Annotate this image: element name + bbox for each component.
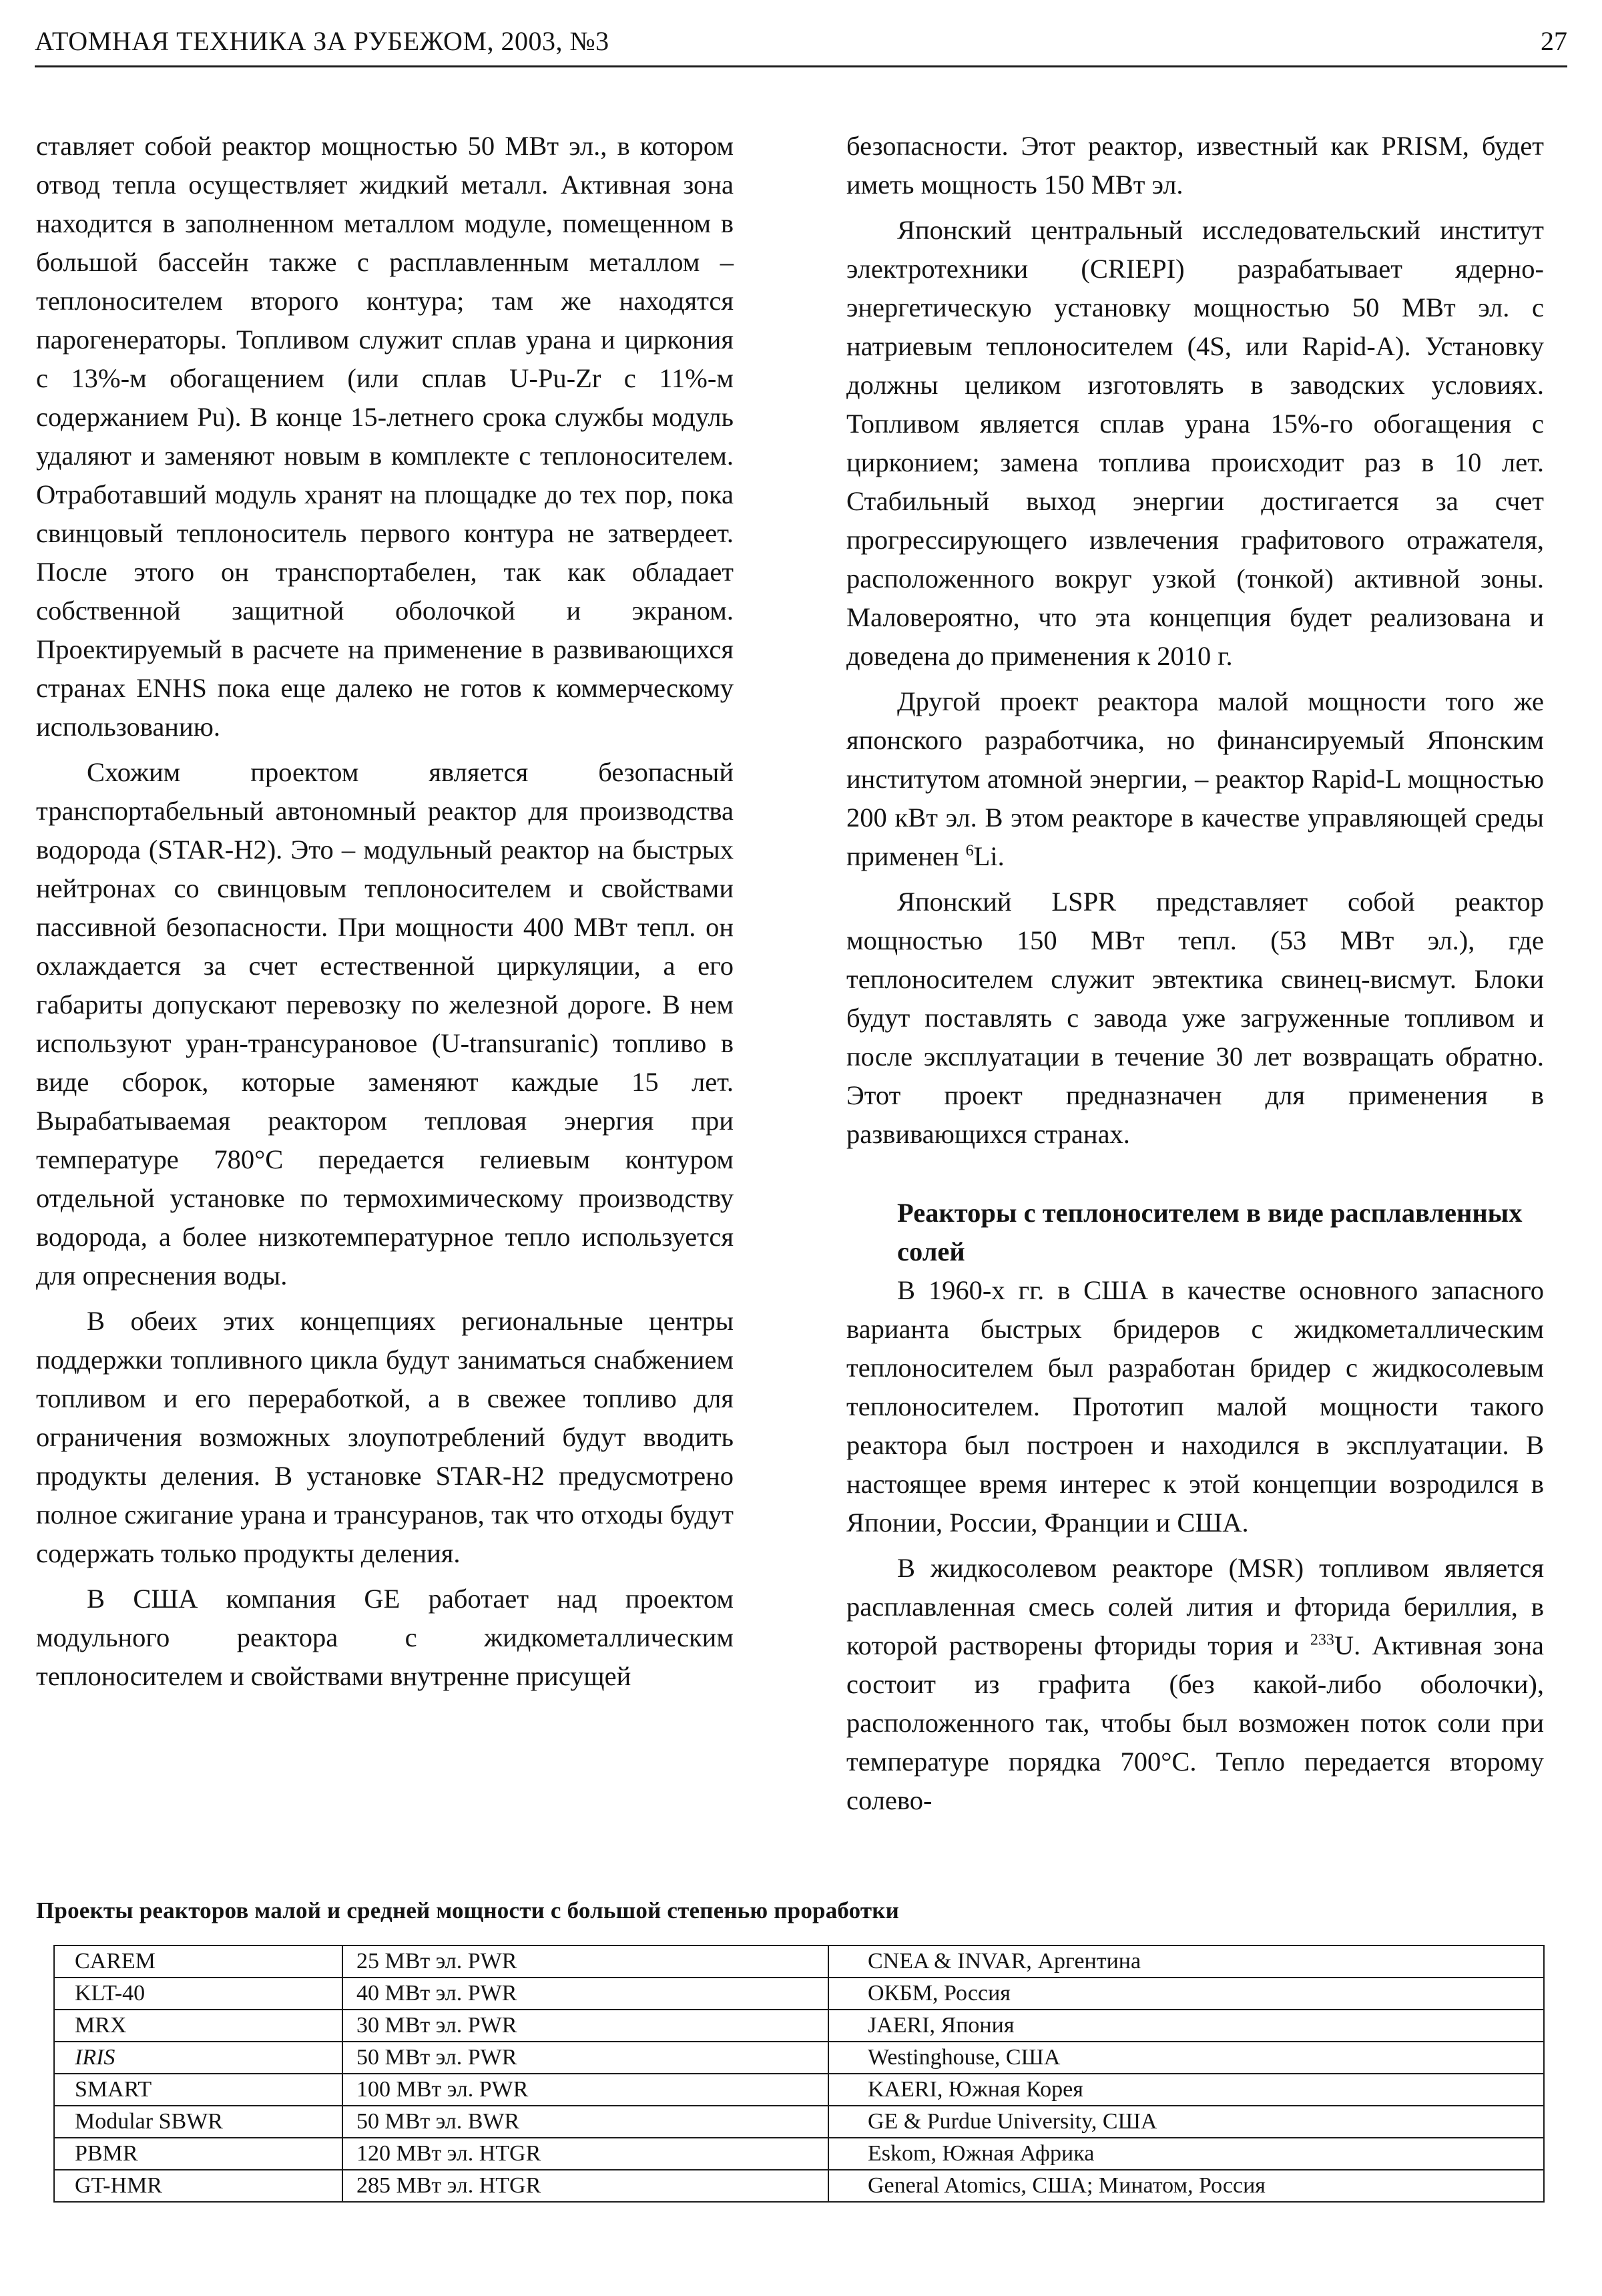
reactor-name-cell: Modular SBWR [54,2106,342,2138]
paragraph: В 1960-х гг. в США в качестве основного запасного варианта быстрых бридеров с жидкометаллическим теплоносителем был разработан бридер с жидкосолевым теплоносителем. Прототип малой мощности такого реактора был построен и находился в эксплуатации. В настоящее время интерес к этой концепции возродился в Японии, России, Франции и США. [846,1275,1544,1538]
table-row [54,2074,1544,2106]
reactor-developer-cell: GE & Purdue University, США [828,2106,1544,2138]
reactor-power-cell: 50 МВт эл. PWR [342,2042,828,2074]
table-row [54,2042,1544,2074]
table-row [54,1978,1544,2010]
table-row [54,2106,1544,2138]
reactor-power-cell: 50 МВт эл. BWR [342,2106,828,2138]
reactor-developer-cell: CNEA & INVAR, Аргентина [828,1945,1544,1978]
reactor-power-cell: 25 МВт эл. PWR [342,1945,828,1978]
table-row [54,1945,1544,1978]
reactor-power-cell: 100 МВт эл. PWR [342,2074,828,2106]
section-heading: Реакторы с теплоносителем в виде расплавленных солей [897,1198,1523,1267]
reactor-name-cell: KLT-40 [54,1978,342,2010]
table-row [54,2138,1544,2170]
reactor-power-cell: 285 МВт эл. HTGR [342,2170,828,2202]
reactor-name-cell: IRIS [54,2042,342,2074]
paragraph [846,1549,1544,1820]
paragraph-text: U. Активная зона состоит из графита (без какой-либо оболочки), расположенного так, чтобы был возможен поток соли при температуре порядка 700°С. Тепло передается второму солево- [846,1630,1544,1815]
reactor-name-cell: MRX [54,2010,342,2042]
page-header [35,16,1567,68]
reactor-developer-cell: ОКБМ, Россия [828,1978,1544,2010]
header-divider [35,65,1567,67]
reactor-name-cell: GT-HMR [54,2170,342,2202]
paragraph: ставляет собой реактор мощностью 50 МВт эл., в котором отвод тепла осуществляет жидкий металл. Активная зона находится в заполненном металлом модуле, помещенном в большой бассейн также с расплавленным металлом – теплоносителем второго контура; там же находятся парогенераторы. Топливом служит сплав урана и циркония с 13%-м обогащением (или сплав U-Pu-Zr с 11%-м содержанием Pu). В конце 15-летнего срока службы модуль удаляют и заменяют новым в комплекте с теплоносителем. Отработавший модуль хранят на площадке до тех пор, пока свинцовый теплоноситель первого контура не затвердеет. После этого он транспортабелен, так как обладает собственной защитной оболочкой и экраном. Проектируемый в расчете на применение в развивающихся странах ENHS пока еще далеко не готов к коммерческому использованию. [36,131,734,742]
reactor-developer-cell: General Atomics, США; Минатом, Россия [828,2170,1544,2202]
paragraph: В обеих этих концепциях региональные центры поддержки топливного цикла будут заниматься снабжением топливом и его переработкой, а в свежее топливо для ограничения возможных злоупотреблений будут вводить продукты деления. В установке STAR-H2 предусмотрено полное сжигание урана и трансуранов, так что отходы будут содержать только продукты деления. [36,1306,734,1568]
paragraph: безопасности. Этот реактор, известный как PRISM, будет иметь мощность 150 МВт эл. [846,131,1544,200]
paragraph: Японский центральный исследовательский институт электротехники (CRIEPI) разрабатывает ядерно-энергетическую установку мощностью 50 МВт эл. с натриевым теплоносителем (4S, или Rapid-A). Установку должны целиком изготовлять в заводских условиях. Топливом является сплав урана 15%-го обогащения с цирконием; замена топлива происходит раз в 10 лет. Стабильный выход энергии достигается за счет прогрессирующего извлечения графитового отражателя, расположенного вокруг узкой (тонкой) активной зоны. Маловероятно, что эта концепция будет реализована и доведена до применения к 2010 г. [846,215,1544,671]
paragraph-text: Другой проект реактора малой мощности того же японского разработчика, но финансируемый Японским институтом атомной энергии, – реактор Rapid-L мощностью 200 кВт эл. В этом реакторе в качестве управляющей среды применен [846,686,1544,871]
table-caption: Проекты реакторов малой и средней мощности с большой степенью проработки [36,1897,900,1923]
paragraph: В США компания GE работает над проектом модульного реактора с жидкометаллическим теплоносителем и свойствами внутренне присущей [36,1584,734,1691]
reactor-power-cell: 40 МВт эл. PWR [342,1978,828,2010]
superscript: 6 [965,842,974,860]
reactor-developer-cell: Eskom, Южная Африка [828,2138,1544,2170]
journal-title: АТОМНАЯ ТЕХНИКА ЗА РУБЕЖОМ, 2003, №3 [35,26,609,56]
paragraph-text: Li. [973,841,1005,871]
superscript: 233 [1310,1631,1334,1649]
reactor-name-cell: SMART [54,2074,342,2106]
left-column [36,127,734,1696]
reactor-name-cell: PBMR [54,2138,342,2170]
table-row [54,2170,1544,2202]
paragraph [846,682,1544,876]
reactor-developer-cell: Westinghouse, США [828,2042,1544,2074]
reactor-power-cell: 30 МВт эл. PWR [342,2010,828,2042]
right-column [846,127,1544,1820]
paragraph: Японский LSPR представляет собой реактор мощностью 150 МВт тепл. (53 МВт эл.), где теплоносителем служит эвтектика свинец-висмут. Блоки будут поставлять с завода уже загруженные топливом и после эксплуатации в течение 30 лет возвращать обратно. Этот проект предназначен для применения в развивающихся странах. [846,887,1544,1149]
table-row [54,2010,1544,2042]
reactor-name-cell: CAREM [54,1945,342,1978]
reactor-developer-cell: KAERI, Южная Корея [828,2074,1544,2106]
paragraph: Схожим проектом является безопасный транспортабельный автономный реактор для производства водорода (STAR-H2). Это – модульный реактор на быстрых нейтронах со свинцовым теплоносителем и свойствами пассивной безопасности. При мощности 400 МВт тепл. он охлаждается за счет естественной циркуляции, а его габариты допускают перевозку по железной дороге. В нем используют уран-трансурановое (U-transuranic) топливо в виде сборок, которые заменяют каждые 15 лет. Вырабатываемая реактором тепловая энергия при температуре 780°С передается гелиевым контуром отдельной установке по термохимическому производству водорода, а более низкотемпературное тепло используется для опреснения воды. [36,757,734,1291]
reactor-power-cell: 120 МВт эл. HTGR [342,2138,828,2170]
reactor-projects-table [53,1945,1545,2203]
paragraph-text: В жидкосолевом реакторе (MSR) топливом является расплавленная смесь солей лития и фторида бериллия, в которой растворены фториды тория и [846,1553,1544,1660]
reactor-developer-cell: JAERI, Япония [828,2010,1544,2042]
page-number: 27 [1541,26,1567,56]
